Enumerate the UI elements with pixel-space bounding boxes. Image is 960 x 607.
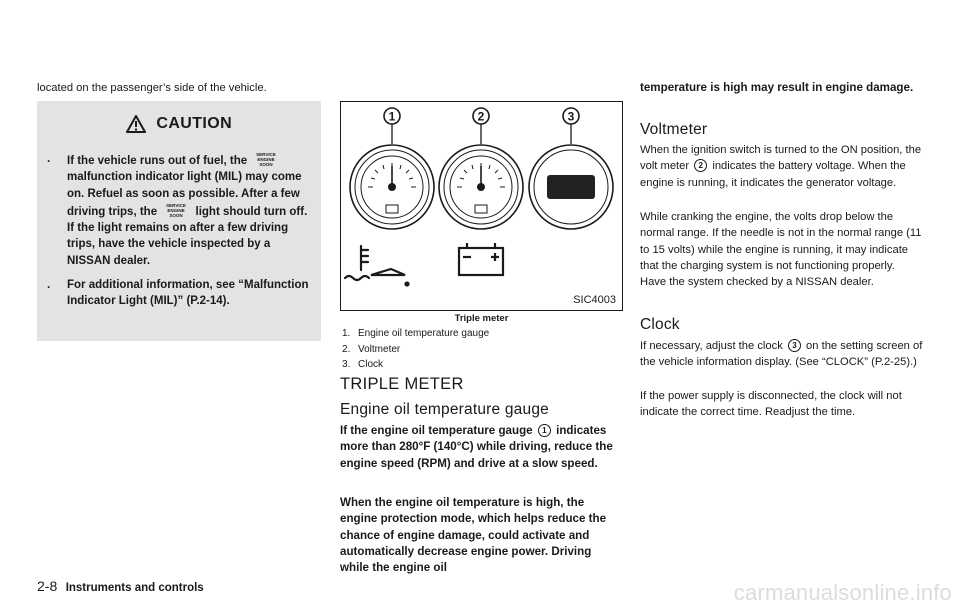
callout-2: 2 [477, 109, 485, 124]
caution-text-a: If the vehicle runs out of fuel, the [67, 155, 248, 167]
caution-item [47, 151, 313, 269]
triple-meter-figure [340, 101, 623, 311]
legend-item [342, 357, 622, 373]
service-engine-soon-icon [161, 202, 191, 218]
intro-text: located on the passenger’s side of the vehicle. [37, 82, 267, 94]
caution-list [47, 151, 313, 318]
oil-temperature-symbol [345, 246, 409, 286]
ref-circle-2: 2 [694, 159, 707, 172]
clock-gauge [529, 145, 613, 229]
caution-item [47, 277, 313, 310]
legend-label: Engine oil temperature gauge [358, 328, 490, 339]
svg-text:SOON: SOON [169, 212, 183, 218]
svg-text:SERVICE: SERVICE [256, 152, 277, 157]
legend-number: 1. [342, 328, 351, 339]
caution-header [37, 115, 321, 133]
bullet: . [47, 279, 51, 292]
ref-circle-3: 3 [788, 339, 801, 352]
battery-symbol [459, 243, 503, 275]
subsection-heading: Engine oil temperature gauge [340, 401, 549, 418]
caution-text-b: malfunction indicator light (MIL) may come on. Refuel as soon as possible. After a few driving trips, the [67, 171, 302, 218]
clock-paragraph-2: If the power supply is disconnected, the clock will not indicate the correct time. Readjust the time. [640, 390, 902, 419]
page-footer [37, 578, 204, 596]
figure-code: SIC4003 [573, 294, 616, 306]
caution-text: For additional information, see “Malfunction Indicator Light (MIL)” (P.2-14). [67, 279, 309, 308]
svg-text:ENGINE: ENGINE [167, 207, 185, 213]
section-heading: TRIPLE METER [340, 375, 464, 393]
continued-text: temperature is high may result in engine damage. [640, 81, 914, 94]
bullet: . [47, 153, 51, 165]
voltmeter-paragraph-1: When the ignition switch is turned to the ON position, the volt meter 2 indicates the battery voltage. When the engine is running, it indicates the generator voltage. [640, 144, 922, 189]
voltmeter-paragraph-2: While cranking the engine, the volts drop below the normal range. If the needle is not in the normal range (11 to 15 volts) while the engine is running, it may indicate that the charging system is not functioning properly. Have the system checked by a NISSAN dealer. [640, 211, 922, 289]
caution-text-c: light should turn off. If the light remains on after a few driving trips, have the vehicle inspected by a NISSAN dealer. [67, 205, 308, 267]
caution-title: CAUTION [156, 115, 233, 132]
page-number: 2-8 [37, 578, 58, 594]
figure-legend [342, 326, 622, 373]
warning-triangle-icon [126, 115, 146, 133]
ref-circle-1: 1 [538, 424, 551, 437]
service-engine-soon-icon [251, 151, 281, 167]
legend-number: 2. [342, 343, 351, 355]
clock-heading: Clock [640, 316, 680, 333]
oil-temperature-gauge [350, 145, 434, 229]
engine-protection-text: When the engine oil temperature is high, the engine protection mode, which helps reduce the chance of engine damage, could activate and automatically decrease engine power. Driving while the engine oil [340, 496, 607, 575]
svg-text:ENGINE: ENGINE [257, 157, 276, 162]
legend-item [342, 326, 622, 342]
caution-box [37, 101, 321, 341]
legend-number: 3. [342, 359, 351, 370]
section-title: Instruments and controls [65, 582, 204, 594]
triple-meter-illustration [341, 102, 622, 310]
callout-1: 1 [388, 109, 396, 124]
oil-temp-warning: If the engine oil temperature gauge 1 indicates more than 280°F (140°C) while driving, reduce the engine speed (RPM) and drive at a slow speed. [340, 424, 613, 470]
legend-label: Voltmeter [358, 343, 401, 355]
legend-label: Clock [358, 359, 384, 370]
figure-caption: Triple meter [454, 313, 509, 324]
voltmeter-gauge [439, 145, 523, 229]
watermark: carmanualsonline.info [733, 580, 952, 605]
svg-text:SERVICE: SERVICE [166, 202, 187, 208]
legend-item [342, 342, 622, 358]
clock-paragraph-1: If necessary, adjust the clock 3 on the setting screen of the vehicle information display. (See “CLOCK” (P.2-25).) [640, 340, 923, 369]
callout-3: 3 [567, 109, 575, 124]
voltmeter-heading: Voltmeter [640, 121, 708, 138]
svg-text:SOON: SOON [259, 162, 274, 167]
